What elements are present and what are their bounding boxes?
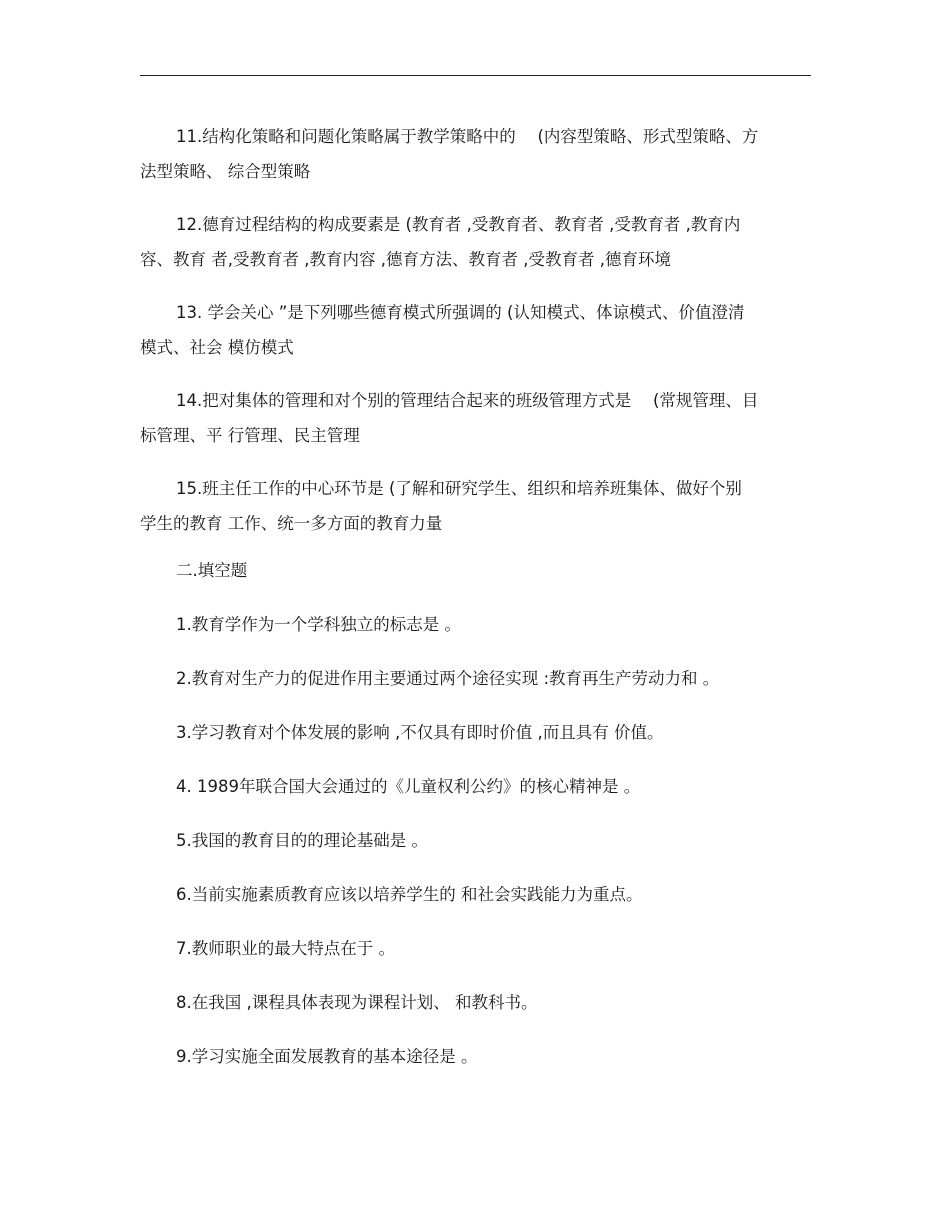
question-13 bbox=[140, 296, 800, 365]
section-title: 二.填空题 bbox=[176, 561, 248, 580]
question-text bbox=[140, 120, 800, 189]
fill-item-2: 2.教育对生产力的促进作用主要通过两个途径实现 :教育再生产劳动力和 。 bbox=[176, 669, 720, 688]
question-text bbox=[140, 472, 800, 541]
question-text bbox=[140, 296, 800, 365]
fill-item-5: 5.我国的教育目的的理论基础是 。 bbox=[176, 831, 428, 850]
question-text bbox=[140, 384, 800, 453]
question-line-2: 标管理、平 行管理、民主管理 bbox=[140, 425, 360, 445]
question-line-2: 学生的教育 工作、统一多方面的教育力量 bbox=[140, 513, 443, 533]
fill-item-7: 7.教师职业的最大特点在于 。 bbox=[176, 939, 395, 958]
question-line-1: 11.结构化策略和问题化策略属于教学策略中的 (内容型策略、形式型策略、方 bbox=[176, 127, 759, 146]
question-line-2: 容、教育 者,受教育者 ,教育内容 ,德育方法、教育者 ,受教育者 ,德育环境 bbox=[140, 249, 671, 269]
question-line-2: 法型策略、 综合型策略 bbox=[140, 161, 311, 181]
fill-item-9: 9.学习实施全面发展教育的基本途径是 。 bbox=[176, 1047, 478, 1066]
question-11 bbox=[140, 120, 800, 189]
fill-item-3: 3.学习教育对个体发展的影响 ,不仅具有即时价值 ,而且具有 价值。 bbox=[176, 723, 664, 742]
question-line-2: 模式、社会 模仿模式 bbox=[140, 337, 294, 357]
fill-item-8: 8.在我国 ,课程具体表现为课程计划、 和教科书。 bbox=[176, 993, 538, 1012]
document-body bbox=[140, 120, 800, 1100]
question-line-1: 15.班主任工作的中心环节是 (了解和研究学生、组织和培养班集体、做好个别 bbox=[176, 479, 742, 498]
question-line-1: 14.把对集体的管理和对个别的管理结合起来的班级管理方式是 (常规管理、目 bbox=[176, 391, 759, 410]
fill-item-6: 6.当前实施素质教育应该以培养学生的 和社会实践能力为重点。 bbox=[176, 885, 643, 904]
question-line-1: 13. 学会关心 ”是下列哪些德育模式所强调的 (认知模式、体谅模式、价值澄清 bbox=[176, 303, 745, 322]
question-12 bbox=[140, 208, 800, 277]
fill-item-1: 1.教育学作为一个学科独立的标志是 。 bbox=[176, 615, 461, 634]
question-line-1: 12.德育过程结构的构成要素是 (教育者 ,受教育者、教育者 ,受教育者 ,教育内 bbox=[176, 215, 741, 234]
fill-item-4: 4. 1989年联合国大会通过的《儿童权利公约》的核心精神是 。 bbox=[176, 777, 641, 796]
question-15 bbox=[140, 472, 800, 541]
header-rule bbox=[140, 75, 811, 76]
question-text bbox=[140, 208, 800, 277]
question-14 bbox=[140, 384, 800, 453]
